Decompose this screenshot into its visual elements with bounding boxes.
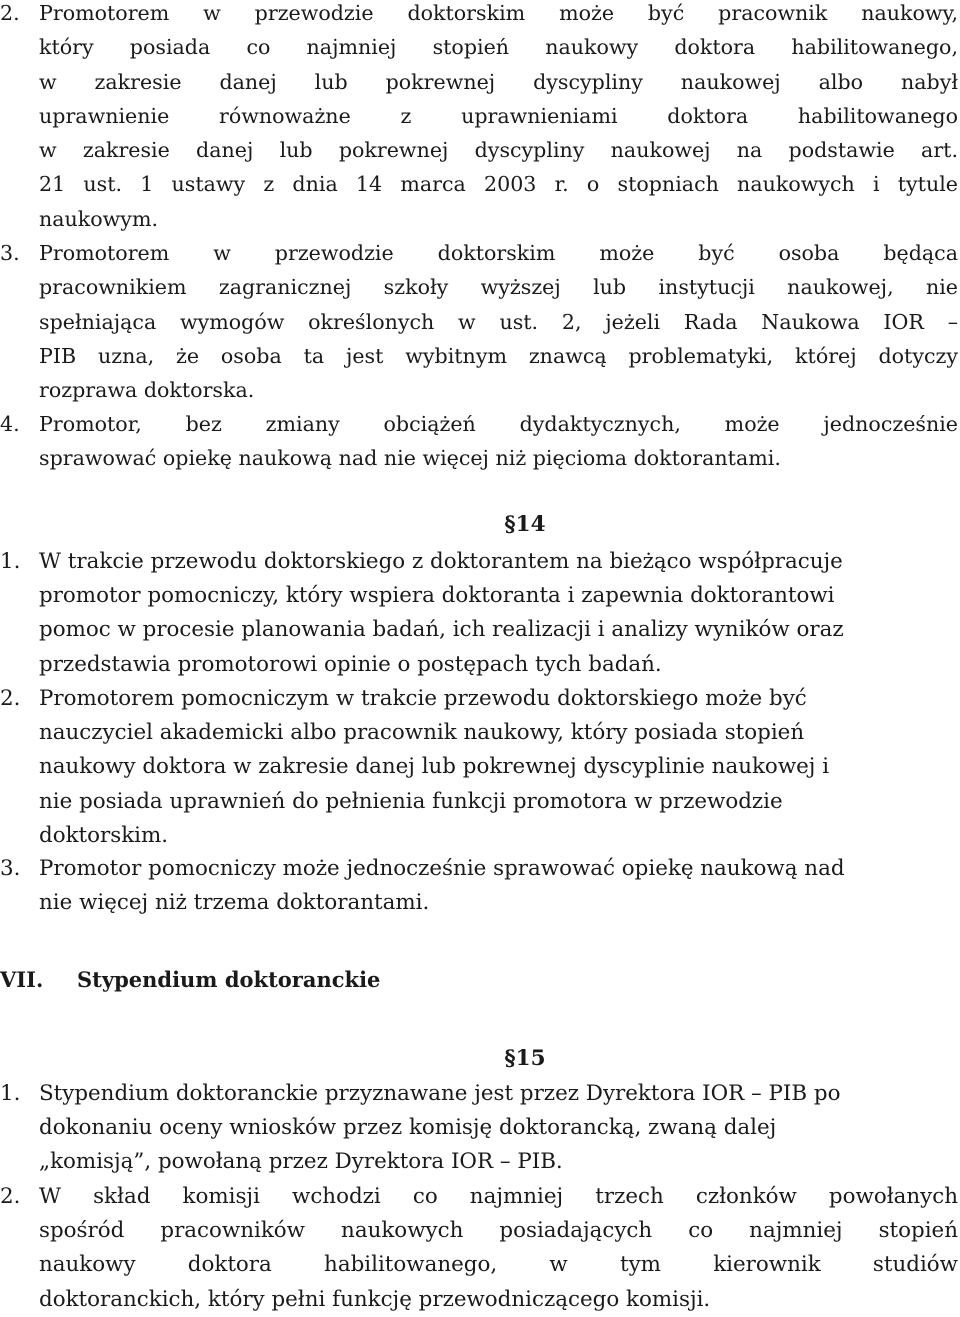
text-line: Promotorem w przewodzie doktorskim może być pracownik naukowy, <box>39 1 958 25</box>
paragraph-number: 2. <box>0 1 20 25</box>
paragraph-4 <box>0 407 958 476</box>
text-line: uprawnienie równoważne z uprawnieniami doktora habilitowanego <box>39 103 958 128</box>
text-line: promotor pomocniczy, który wspiera doktoranta i zapewnia doktorantowi <box>39 583 835 609</box>
text-line: w zakresie danej lub pokrewnej dyscypliny naukowej na podstawie art. <box>39 138 958 163</box>
text-line: który posiada co najmniej stopień naukowy doktora habilitowanego, <box>39 35 958 60</box>
text-line: Promotorem pomocniczym w trakcie przewodu doktorskiego może być <box>39 686 807 711</box>
text-line: w zakresie danej lub pokrewnej dyscypliny naukowej albo nabył <box>39 69 958 94</box>
text-line: dokonaniu oceny wniosków przez komisję doktorancką, zwaną dalej <box>39 1115 777 1141</box>
text-line: naukowy doktora habilitowanego, w tym kierownik studiów <box>39 1252 958 1278</box>
text-line: PIB uzna, że osoba ta jest wybitnym znawcą problematyki, której dotyczy <box>39 343 958 368</box>
paragraph-number: 4. <box>0 412 20 436</box>
text-line: W skład komisji wchodzi co najmniej trzech członków powołanych <box>39 1184 958 1209</box>
text-line: naukowym. <box>39 206 159 231</box>
paragraph-2 <box>0 0 958 236</box>
section14-paragraph-1 <box>0 545 958 682</box>
section15-paragraph-1 <box>0 1077 958 1180</box>
text-line: 21 ust. 1 ustawy z dnia 14 marca 2003 r. o stopniach naukowych i tytule <box>39 172 958 197</box>
section-heading: §14 <box>504 512 546 537</box>
chapter-number: VII. <box>0 967 44 992</box>
text-line: pracownikiem zagranicznej szkoły wyższej lub instytucji naukowej, nie <box>39 275 958 300</box>
paragraph-number: 2. <box>0 1184 21 1209</box>
paragraph-number: 3. <box>0 856 21 881</box>
text-line: sprawować opiekę naukową nad nie więcej niż pięcioma doktorantami. <box>39 446 781 471</box>
text-line: spełniająca wymogów określonych w ust. 2, jeżeli Rada Naukowa IOR – <box>39 309 958 334</box>
text-line: W trakcie przewodu doktorskiego z doktorantem na bieżąco współpracuje <box>39 549 843 574</box>
paragraph-text <box>39 545 958 682</box>
section-heading: §15 <box>504 1046 546 1071</box>
paragraph-number: 1. <box>0 1081 21 1106</box>
text-line: rozprawa doktorska. <box>39 378 255 403</box>
paragraph-3 <box>0 236 958 407</box>
paragraph-text <box>39 1077 958 1180</box>
text-line: nie więcej niż trzema doktorantami. <box>39 890 430 916</box>
paragraph-number: 2. <box>0 686 21 711</box>
paragraph-text <box>39 407 958 476</box>
paragraph-text <box>39 682 958 853</box>
text-line: doktoranckich, który pełni funkcję przewodniczącego komisji. <box>39 1286 711 1312</box>
text-line: Promotor, bez zmiany obciążeń dydaktycznych, może jednocześnie <box>39 412 958 436</box>
text-line: doktorskim. <box>39 822 169 848</box>
paragraph-text <box>39 0 958 236</box>
text-line: „komisją”, powołaną przez Dyrektora IOR – PIB. <box>39 1149 563 1175</box>
section14-paragraph-2 <box>0 682 958 853</box>
paragraph-text <box>39 1180 958 1317</box>
text-line: spośród pracowników naukowych posiadających co najmniej stopień <box>39 1218 958 1244</box>
text-line: Promotor pomocniczy może jednocześnie sprawować opiekę naukową nad <box>39 856 845 881</box>
paragraph-text <box>39 236 958 407</box>
text-line: nie posiada uprawnień do pełnienia funkcji promotora w przewodzie <box>39 788 783 814</box>
text-line: Stypendium doktoranckie przyznawane jest przez Dyrektora IOR – PIB po <box>39 1081 841 1106</box>
text-line: naukowy doktora w zakresie danej lub pokrewnej dyscyplinie naukowej i <box>39 754 830 780</box>
paragraph-text <box>39 852 958 920</box>
paragraph-number: 3. <box>0 241 20 265</box>
text-line: nauczyciel akademicki albo pracownik naukowy, który posiada stopień <box>39 720 805 746</box>
text-line: pomoc w procesie planowania badań, ich realizacji i analizy wyników oraz <box>39 617 844 643</box>
text-line: przedstawia promotorowi opinie o postępach tych badań. <box>39 651 662 677</box>
chapter-title: Stypendium doktoranckie <box>77 967 381 992</box>
text-line: Promotorem w przewodzie doktorskim może być osoba będąca <box>39 241 958 265</box>
section15-paragraph-2 <box>0 1180 958 1317</box>
section14-paragraph-3 <box>0 852 958 920</box>
paragraph-number: 1. <box>0 549 21 574</box>
